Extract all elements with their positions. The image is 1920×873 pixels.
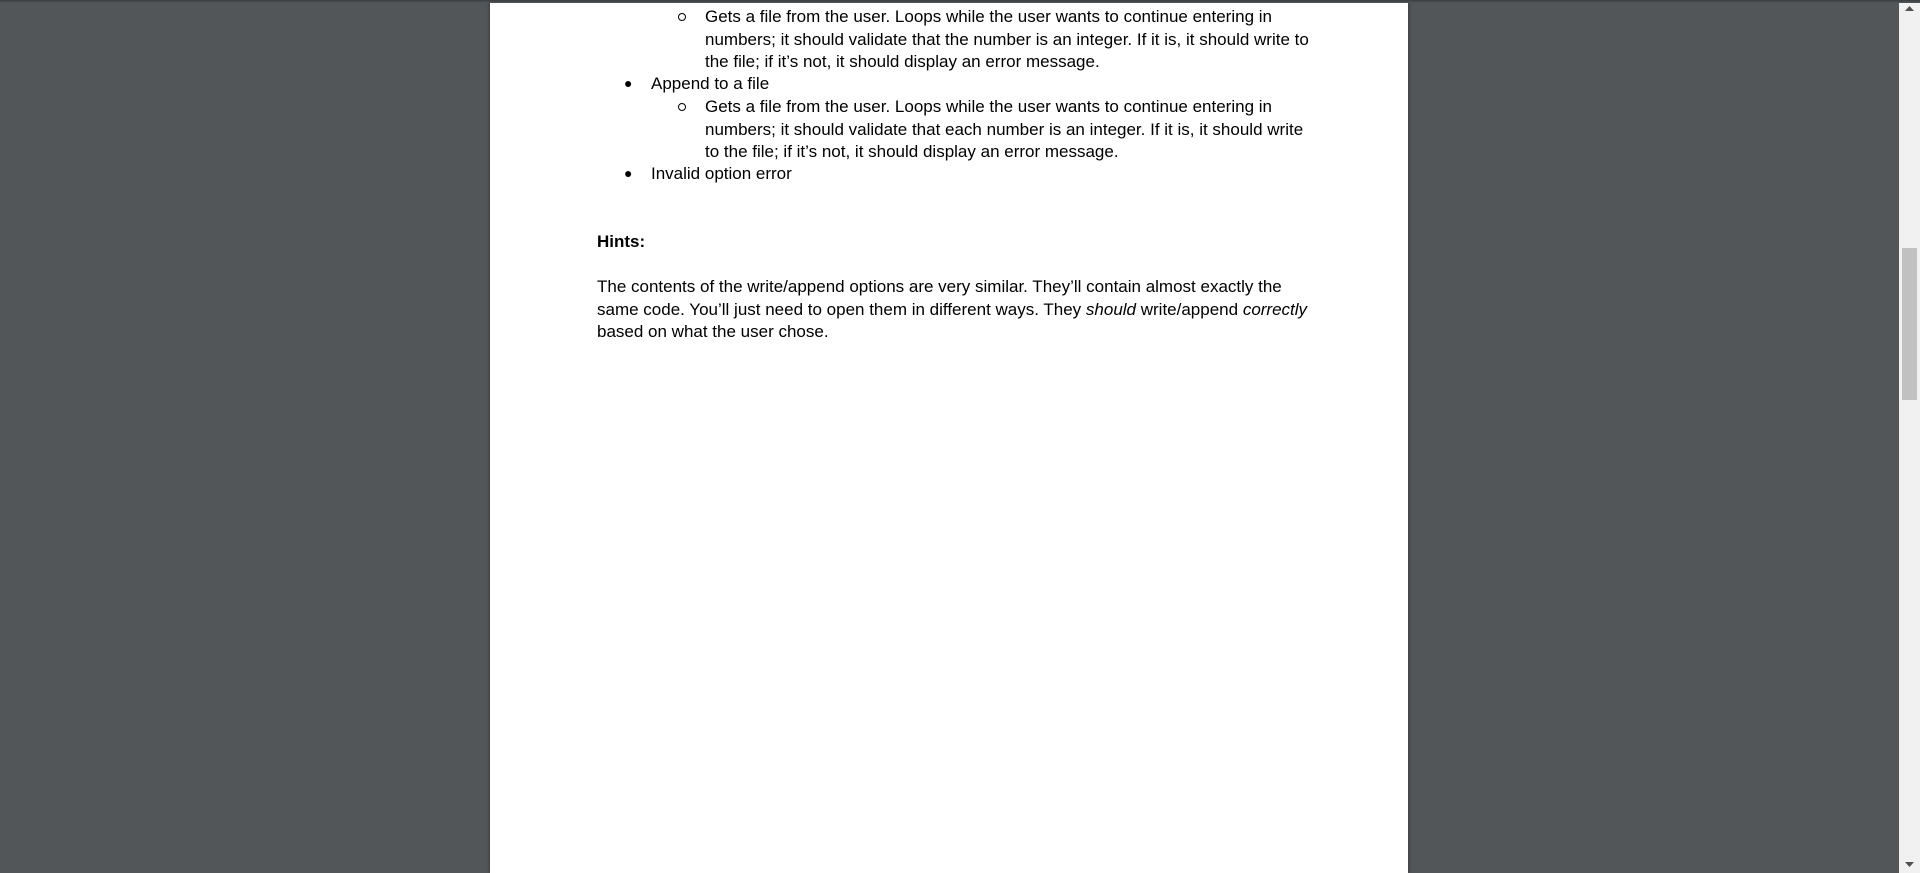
hints-paragraph-line: The contents of the write/append options are very similar. They’ll contain almost exactly the bbox=[597, 277, 1282, 296]
scrollbar-thumb[interactable] bbox=[1902, 248, 1917, 400]
emphasis-should: should bbox=[1085, 299, 1137, 319]
bullet-disc-icon: ● bbox=[624, 75, 633, 91]
bullet-circle-icon bbox=[678, 13, 686, 21]
list-item-append: Append to a file bbox=[651, 74, 770, 93]
hints-paragraph-line bbox=[597, 299, 1307, 321]
document-page bbox=[490, 0, 1408, 873]
vertical-scrollbar[interactable] bbox=[1899, 0, 1920, 873]
list-subitem-line: the file; if it’s not, it should display an error message. bbox=[705, 52, 1100, 71]
list-subitem-line: to the file; if it’s not, it should display an error message. bbox=[705, 142, 1119, 161]
hints-text-segment: same code. You’ll just need to open them in different ways. They bbox=[597, 299, 1086, 319]
bullet-circle-icon bbox=[678, 103, 686, 111]
list-subitem-line: numbers; it should validate that each number is an integer. If it is, it should write bbox=[705, 119, 1304, 139]
top-shadow bbox=[0, 0, 1920, 3]
hints-paragraph-line: based on what the user chose. bbox=[597, 322, 829, 341]
hints-text-segment: write/append bbox=[1136, 299, 1243, 319]
hints-heading: Hints: bbox=[597, 232, 646, 251]
bullet-disc-icon: ● bbox=[624, 165, 633, 181]
list-item-invalid: Invalid option error bbox=[651, 164, 792, 183]
emphasis-correctly: correctly bbox=[1242, 299, 1308, 319]
list-subitem-line: numbers; it should validate that the number is an integer. If it is, it should write to bbox=[705, 29, 1309, 49]
list-subitem-line: Gets a file from the user. Loops while the user wants to continue entering in bbox=[705, 97, 1272, 116]
list-subitem-line: Gets a file from the user. Loops while the user wants to continue entering in bbox=[705, 7, 1272, 26]
arrow-down-icon[interactable] bbox=[1899, 856, 1920, 873]
